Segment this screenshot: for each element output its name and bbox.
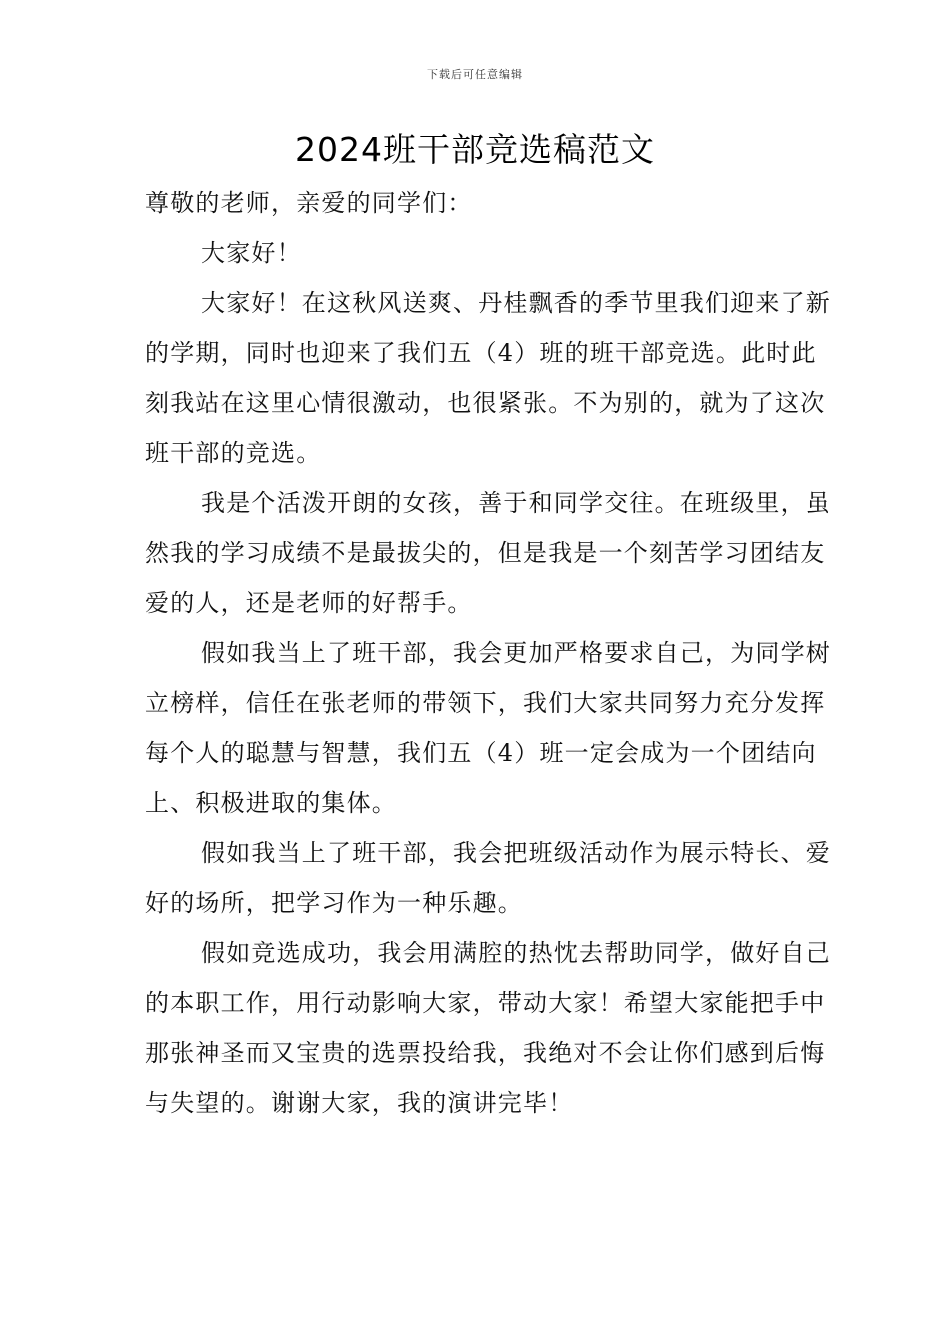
document-body bbox=[145, 178, 835, 1128]
paragraph-commitment: 假如我当上了班干部，我会更加严格要求自己，为同学树立榜样，信任在张老师的带领下，我们大家共同努力充分发挥每个人的聪慧与智慧，我们五（4）班一定会成为一个团结向上、积极进取的集体。 bbox=[145, 639, 831, 817]
paragraph-greeting: 大家好！ bbox=[201, 239, 302, 267]
header-note: 下载后可任意编辑 bbox=[427, 68, 523, 81]
paragraph-intro: 大家好！在这秋风送爽、丹桂飘香的季节里我们迎来了新的学期，同时也迎来了我们五（4）班的班干部竞选。此时此刻我站在这里心情很激动，也很紧张。不为别的，就为了这次班干部的竞选。 bbox=[145, 289, 831, 467]
salutation: 尊敬的老师，亲爱的同学们： bbox=[145, 189, 473, 217]
paragraph-activities: 假如我当上了班干部，我会把班级活动作为展示特长、爱好的场所，把学习作为一种乐趣。 bbox=[145, 839, 831, 917]
paragraph-self-description: 我是个活泼开朗的女孩，善于和同学交往。在班级里，虽然我的学习成绩不是最拔尖的，但是我是一个刻苦学习团结友爱的人，还是老师的好帮手。 bbox=[145, 489, 831, 617]
document-title: 2024班干部竞选稿范文 bbox=[295, 130, 655, 169]
paragraph-closing: 假如竞选成功，我会用满腔的热忱去帮助同学，做好自己的本职工作，用行动影响大家，带动大家！希望大家能把手中那张神圣而又宝贵的选票投给我，我绝对不会让你们感到后悔与失望的。谢谢大家，我的演讲完毕！ bbox=[145, 939, 831, 1117]
